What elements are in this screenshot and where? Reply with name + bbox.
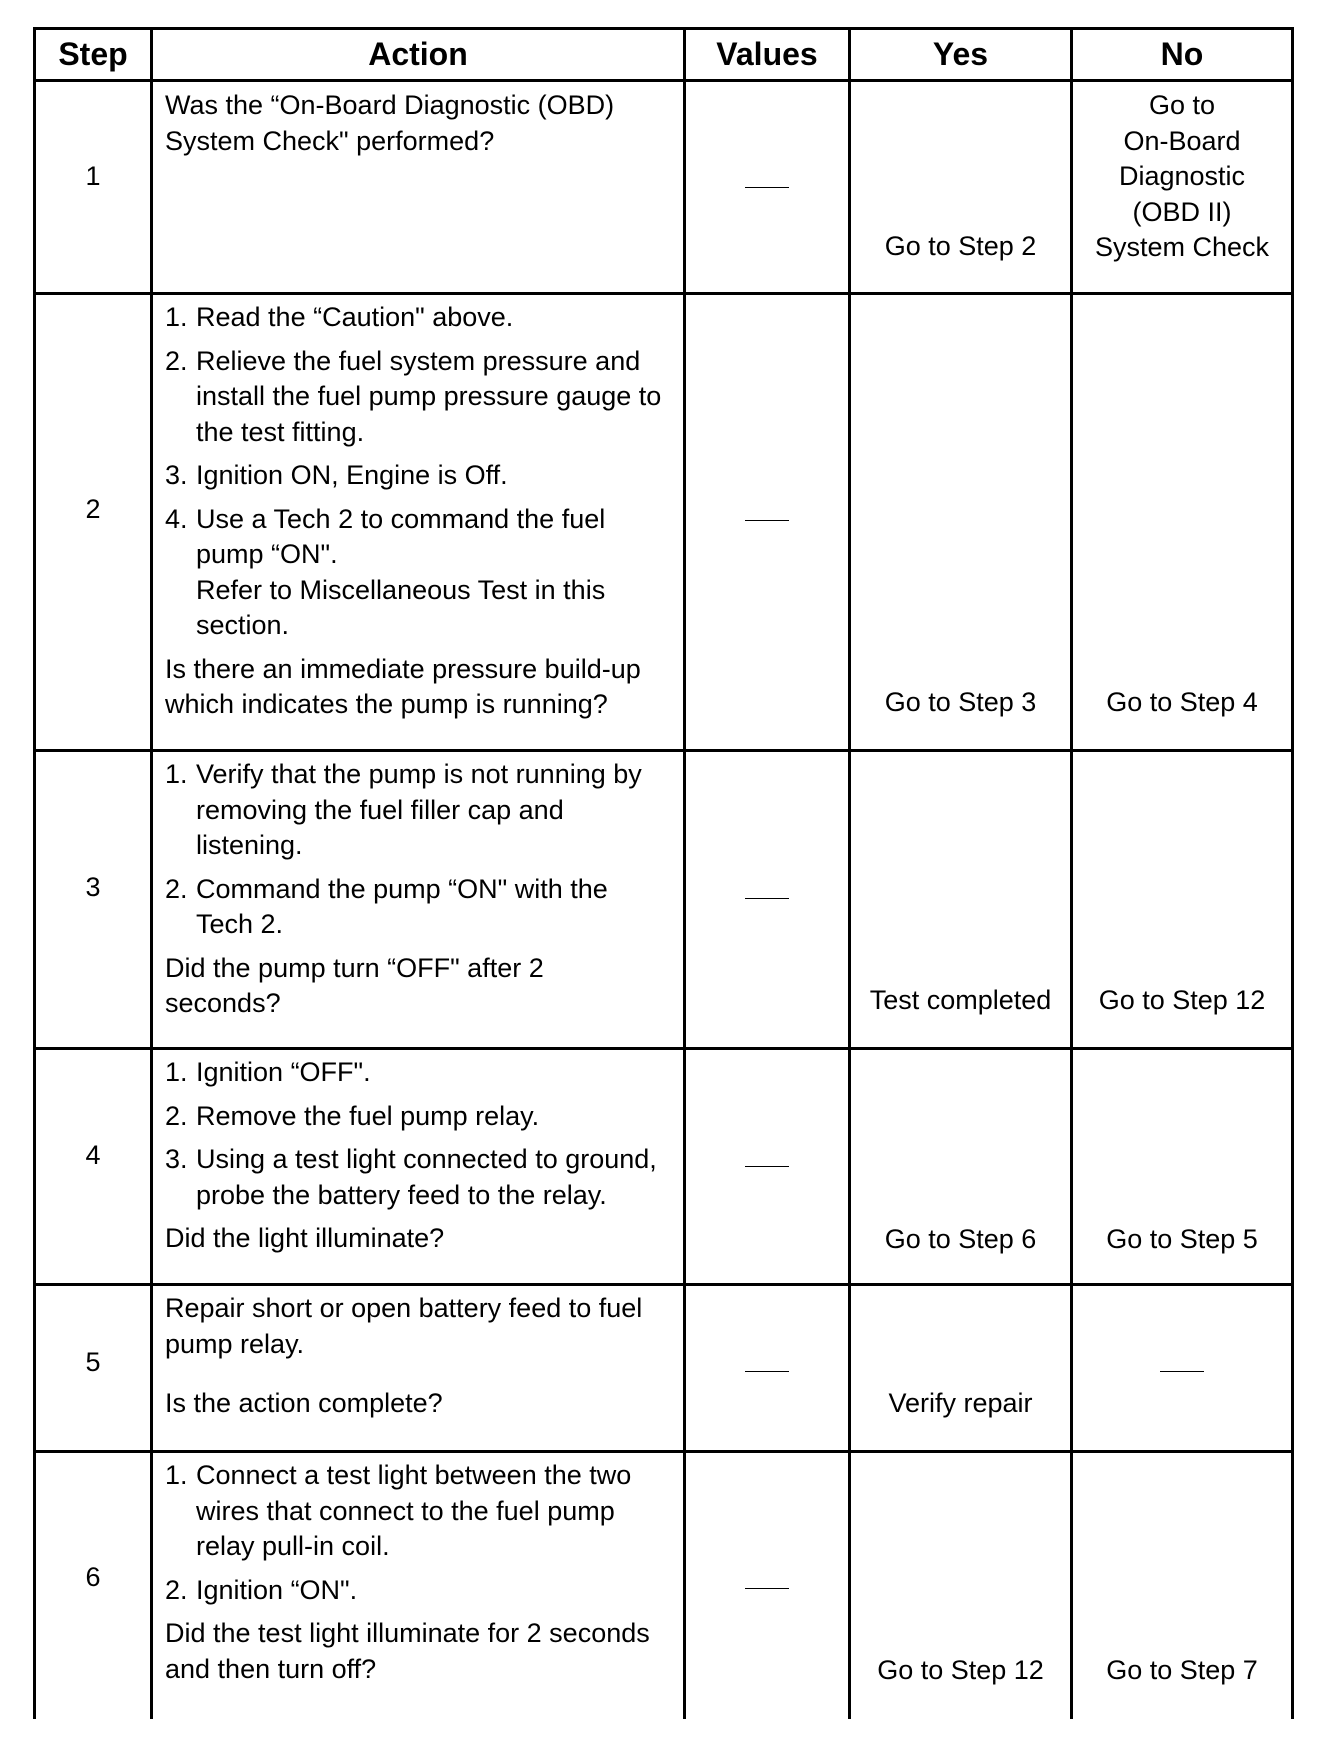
- action-step-item: 2. Ignition “ON".: [165, 1574, 358, 1605]
- header-no: No: [1160, 36, 1204, 72]
- action-cell: [153, 1458, 683, 1687]
- no-result: Go to Step 12: [1098, 985, 1266, 1015]
- action-text: Was the “On-Board Diagnostic (OBD): [165, 90, 615, 120]
- column-divider-action: [683, 27, 686, 1719]
- action-step-item: 2. Relieve the fuel system pressure and install the fuel pump pressure gauge to the test fitting.: [165, 345, 662, 447]
- action-question: Did the pump turn “OFF" after 2 seconds?: [165, 952, 544, 1018]
- action-text: Repair short or open battery feed to fuel pump relay.: [165, 1293, 643, 1359]
- value-dash: [745, 1588, 789, 1589]
- no-result: Go to Step 7: [1106, 1655, 1258, 1685]
- action-cell: [153, 1055, 683, 1257]
- column-divider-values: [848, 27, 851, 1719]
- action-cell: [153, 1291, 683, 1422]
- no-result: Go to On-Board Diagnostic (OBD II) System Check: [1094, 90, 1270, 262]
- step-number: 1: [85, 161, 101, 191]
- yes-result: Go to Step 6: [884, 1224, 1037, 1254]
- header-action: Action: [368, 36, 468, 72]
- row-divider-3: [33, 1047, 1294, 1050]
- step-number: 5: [85, 1347, 101, 1377]
- action-step-item: 2. Command the pump “ON" with the Tech 2.: [165, 873, 608, 939]
- action-step-item: 4. Use a Tech 2 to command the fuel pump “ON". Refer to Miscellaneous Test in this section.: [165, 503, 606, 640]
- action-step-item: 1. Verify that the pump is not running by removing the fuel filler cap and listening.: [165, 759, 642, 860]
- header-yes: Yes: [932, 36, 989, 72]
- no-result-dash: [1160, 1371, 1204, 1372]
- column-divider-yes: [1070, 27, 1073, 1719]
- action-question: Did the test light illuminate for 2 seconds and then turn off?: [165, 1618, 650, 1684]
- action-step-item: 3. Ignition ON, Engine is Off.: [165, 460, 508, 490]
- value-dash: [745, 520, 789, 521]
- action-text: System Check" performed?: [165, 125, 495, 156]
- step-number: 6: [85, 1562, 101, 1592]
- yes-result: Verify repair: [888, 1388, 1033, 1418]
- no-result: Go to Step 5: [1106, 1224, 1258, 1254]
- row-divider-1: [33, 292, 1294, 295]
- action-cell: [153, 757, 683, 1022]
- table-border-right: [1291, 27, 1294, 1719]
- action-step-item: 2. Remove the fuel pump relay.: [165, 1100, 540, 1131]
- row-divider-4: [33, 1283, 1294, 1286]
- yes-result: Test completed: [869, 985, 1052, 1015]
- step-number: 2: [85, 494, 101, 524]
- value-dash: [745, 187, 789, 188]
- row-divider-5: [33, 1450, 1294, 1453]
- no-result: Go to Step 4: [1106, 687, 1258, 717]
- action-cell: [153, 300, 683, 723]
- action-question: Is there an immediate pressure build-up which indicates the pump is running?: [165, 653, 641, 719]
- yes-result: Go to Step 3: [884, 687, 1037, 717]
- value-dash: [745, 898, 789, 899]
- action-step-item: 1. Ignition “OFF".: [165, 1057, 371, 1087]
- value-dash: [745, 1166, 789, 1167]
- yes-result: Go to Step 2: [884, 231, 1037, 261]
- value-dash: [745, 1371, 789, 1372]
- action-step-item: 3. Using a test light connected to ground, probe the battery feed to the relay.: [165, 1144, 657, 1210]
- action-step-item: 1. Connect a test light between the two wires that connect to the fuel pump relay pull-in coil.: [165, 1460, 632, 1561]
- row-divider-2: [33, 749, 1294, 752]
- header-step: Step: [58, 36, 128, 72]
- action-question: Is the action complete?: [165, 1388, 443, 1418]
- yes-result: Go to Step 12: [877, 1655, 1044, 1685]
- step-number: 4: [85, 1140, 101, 1170]
- action-cell: [153, 88, 683, 159]
- step-number: 3: [85, 872, 101, 902]
- action-question: Did the light illuminate?: [165, 1223, 445, 1253]
- header-divider: [33, 79, 1294, 82]
- header-values: Values: [716, 36, 818, 72]
- action-step-item: 1. Read the “Caution" above.: [165, 302, 514, 332]
